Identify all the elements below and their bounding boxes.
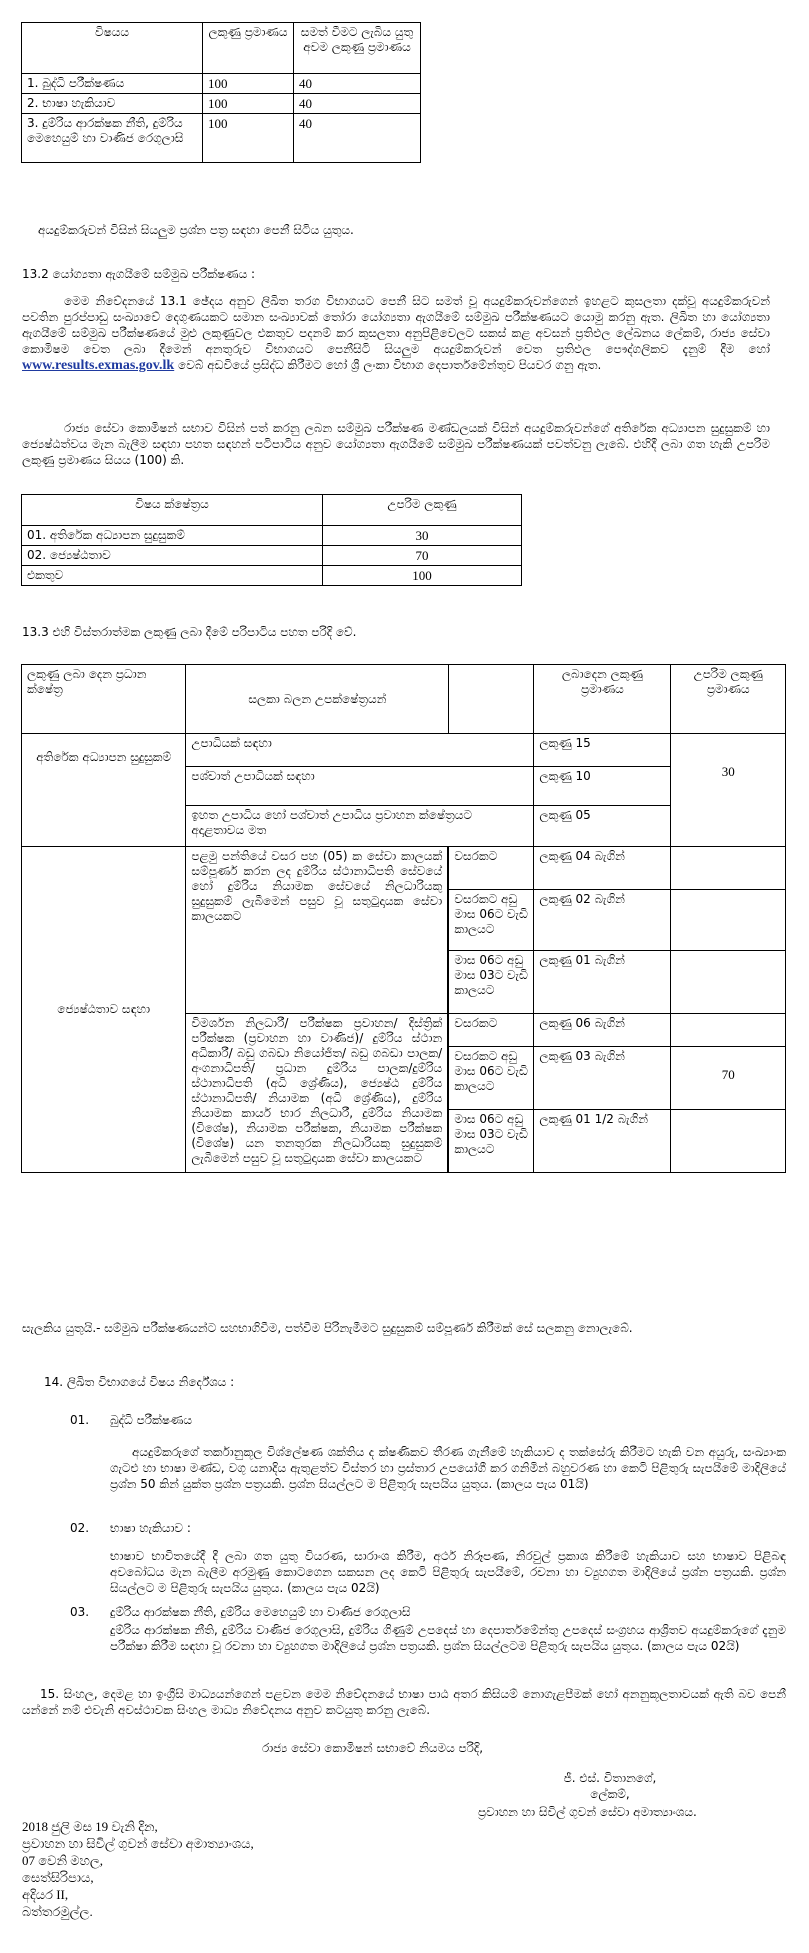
table-header-row <box>22 665 786 734</box>
paragraph-text: වෙබ් අඩවියේ ප්‍රසිද්ධ කිරීමට හෝ ශ්‍රී ලංකා විභාග දෙපාර්තමේන්තුව පියවර ගනු ඇත. <box>178 358 602 372</box>
marks-cell: ලකුණු 01 1/2 බැගින් <box>534 1110 671 1173</box>
syllabus-item-title: භාෂා හැකියාව : <box>110 1521 191 1535</box>
syllabus-item-title: බුද්ධි පරීක්ෂණය <box>110 1413 192 1427</box>
table-row <box>22 847 786 890</box>
max-marks-cell <box>671 1110 786 1173</box>
table-cell: ඉහත උපාධිය හෝ පශ්චාත් උපාධිය ප්‍රවාහන ක්ෂේත්‍රයට අදාළතාවය මත <box>186 806 534 847</box>
table-header-cell: විෂයය <box>22 23 203 74</box>
syllabus-item-number: 03. <box>70 1605 90 1619</box>
table-cell: උපාධියක් සඳහා <box>186 734 534 767</box>
table-header-cell <box>449 665 534 734</box>
table-header-cell: උපරිම ලකුණු ප්‍රමාණය <box>671 665 786 734</box>
table-cell: 1. බුද්ධි පරීක්ෂණය <box>22 74 203 94</box>
max-marks-cell: 70 <box>671 1047 786 1110</box>
marks-cell: ලකුණු 03 බැගින් <box>534 1047 671 1110</box>
table-row <box>22 74 421 94</box>
table-cell: 3. දුම්රිය ආරක්ෂක නීති, දුම්රිය මෙහෙයුම් හා වාණිජ රෙගුලාසි <box>22 114 203 163</box>
area-cell: අතිරේක අධ්‍යාපන සුදුසුකම් <box>22 734 186 847</box>
table-row <box>22 114 421 163</box>
section-13-2-paragraph-2: රාජ්‍ය සේවා කොමිෂන් සභාව විසින් පත් කරනු ලබන සම්මුඛ පරීක්ෂණ මණ්ඩලයක් විසින් අයදුම්කරුවන්ගේ අතිරේක අධ්‍යාපන සුදුසුකම් හා ජ්‍යෙෂ්ඨත්වය මැන බැලීම සඳහා පහත සඳහන් පටිපාටිය අනුව යෝග්‍යතා ඇගයීමේ සම්මුඛ පරීක්ෂණයක් පවත්වනු ලැබේ. එහිදී ලබා ගත හැකි උපරිම ලකුණු ප්‍රමාණය සියය (100) කි. <box>22 421 770 467</box>
table-cell: 100 <box>203 74 294 94</box>
table-cell: 02. ජ්‍යෙෂ්ඨතාව <box>22 546 323 566</box>
max-marks-cell <box>671 1014 786 1047</box>
max-marks-cell: 30 <box>671 734 786 847</box>
footer-line: ප්‍රවාහන හා සිවිල් ගුවන් සේවා අමාත්‍යාංශය, <box>22 1836 254 1851</box>
period-cell: වසරකට අඩු මාස 06ට වැඩි කාලයට <box>449 1047 534 1110</box>
period-cell: වසරකට <box>449 1014 534 1047</box>
criteria-cell: විමර්ශන නිලධාරී/ පරීක්ෂක ප්‍රවාහන/ දිස්ත්‍රික් පරීක්ෂක (ප්‍රවාහන හා වාණිජ)/ දුම්රිය ස්ථාන අධිකාරී/ බඩු ගබඩා නියෝජිත/ බඩු ගබඩා පාලක/ අංගනාධිපති/ ප්‍රධාන දුම්රිය පාලක/දුම්රිය ස්ථානාධිපති (අධි ශ්‍රේණිය), ජ්‍යෙෂ්ඨ දුම්රිය ස්ථානාධිපති/ නියාමක (අධි ශ්‍රේණිය), දුම්රිය නියාමක කාර්ය භාර නිලධාරී, දුම්රිය නියාමක (විශේෂ), නියාමක පරීක්ෂක, නියාමක පරීක්ෂක (විශේෂ) යන තනතුරක නිලධාරියකු සුදුසුකම් ලැබීමෙන් පසුව වූ සතුටුදායක සේවා කාලයකට <box>186 1014 448 1173</box>
table-header-cell: ලබාදෙන ලකුණු ප්‍රමාණය <box>534 665 671 734</box>
footer-date: 2018 ජුලි මස 19 වැනි දින, <box>22 1819 158 1834</box>
footer-line: සෙත්සිරිපාය, <box>22 1870 94 1885</box>
max-marks-cell <box>671 951 786 1014</box>
max-marks-cell <box>671 890 786 951</box>
table-cell: 100 <box>203 114 294 163</box>
detailed-marks-table <box>21 664 786 1173</box>
table-header-cell: ලකුණු ප්‍රමාණය <box>203 23 294 74</box>
results-website-link[interactable]: www.results.exmas.gov.lk <box>22 358 175 373</box>
syllabus-item-number: 02. <box>70 1521 90 1535</box>
syllabus-item-number: 01. <box>70 1413 90 1427</box>
signature-block <box>490 1770 730 1802</box>
marks-cell: ලකුණු 02 බැගින් <box>534 890 671 951</box>
marks-cell: ලකුණු 04 බැගින් <box>534 847 671 890</box>
period-cell: මාස 06ට අඩු මාස 03ට වැඩි කාලයට <box>449 951 534 1014</box>
section-13-3-heading: 13.3 එහි විස්තරාත්මක ලකුණු ලබා දීමේ පරිපාටිය පහත පරිදි වේ. <box>22 625 357 639</box>
table-row <box>22 94 421 114</box>
table-cell: 100 <box>203 94 294 114</box>
syllabus-item-title: දුම්රිය ආරක්ෂක නීති, දුම්රිය මෙහෙයුම් හා වාණිජ රෙගුලාසි <box>110 1605 411 1619</box>
table-cell: 40 <box>294 94 421 114</box>
section-13-2-heading: 13.2 යෝග්‍යතා ඇගයීමේ සම්මුඛ පරීක්ෂණය : <box>22 267 256 281</box>
syllabus-item-body: දුම්රිය ආරක්ෂක නීති, දුම්රිය වාණිජ රෙගුලාසි, දුම්රිය ගිණුම් උපදෙස් හා දෙපාර්තමේන්තු උපදෙස් සංග්‍රහය ආශ්‍රිතව අයදුම්කරුගේ දැනුම පරීක්ෂා කිරීම සඳහා වූ රචනා හා ව්‍යුහගත මාදිලියේ ප්‍රශ්න පත්‍රයකි. ප්‍රශ්න සියල්ලටම පිළිතුරු සැපයිය යුතුය. (කාලය පැය 02යි) <box>110 1623 786 1653</box>
commission-order-line: රාජ්‍ය සේවා කොමිෂන් සභාවේ නියමය පරිදි, <box>262 1741 484 1755</box>
period-cell: වසරකට අඩු මාස 06ට වැඩි කාලයට <box>449 890 534 951</box>
section-15-paragraph: 15. සිංහල, දෙමළ හා ඉංග්‍රීසි මාධ්‍යයන්ගෙන් පළවන මෙම නිවේදනයේ භාෂා පාඨ අතර කිසියම් නොගැළපීමක් හෝ අනනුකූලතාවයක් ඇති බව පෙනී යන්නේ නම් එවැනි අවස්ථාවක සිංහල මාධ්‍ය නිවේදනය අනුව කටයුතු කරනු ලැබේ. <box>22 1687 786 1717</box>
table-cell: ලකුණු 10 <box>534 767 671 806</box>
table-row <box>22 566 522 586</box>
footer-address <box>22 1818 254 1920</box>
table-row <box>22 734 786 767</box>
syllabus-item-body: භාෂාව භාවිතයේදී දී ලබා ගත යුතු වියරණ, සාරාංශ කිරීම, අර්ථ නිරූපණ, නිරවුල් ප්‍රකාශ කිරීමේ හැකියාව සහ භාෂාව පිළිබඳ අවබෝධය මැන බැලීම අරමුණු කොටගෙන සකසන ලද කෙටි පිළිතුරු සැපයීමේ, රචනා හා ව්‍යුහගත මාදිලියේ ප්‍රශ්න පත්‍රයකි. ප්‍රශ්න සියල්ලට ම පිළිතුරු සැපයිය යුතුය. (කාලය පැය 02යි) <box>110 1549 786 1595</box>
marks-cell: ලකුණු 01 බැගින් <box>534 951 671 1014</box>
max-marks-cell <box>671 847 786 890</box>
table-cell: පශ්චාත් උපාධියක් සඳහා <box>186 767 534 806</box>
subjects-marks-table <box>21 22 421 163</box>
section-13-2-paragraph-1 <box>22 293 770 374</box>
table-header-row <box>22 23 421 74</box>
table-header-cell: ලකුණු ලබා දෙන ප්‍රධාන ක්ෂේත්‍ර <box>22 665 186 734</box>
marks-cell: ලකුණු 06 බැගින් <box>534 1014 671 1047</box>
syllabus-item-body: අයදුම්කරුගේ තර්කානුකූල විශ්ලේෂණ ශක්තිය ද ක්ෂණිකව තීරණ ගැනීමේ හැකියාව ද තක්සේරු කිරීමට හැකි වන අයුරු, සංඛ්‍යාංක ගැටළු හා භාෂා මණ්ඩ, වගු යනාදිය ඇතුළත්ව විස්තර හා ප්‍රස්තාර උපයෝගී කර ගනිමින් බහුවරණ හා කෙටි පිළිතුරු සැපයීමේ මාදිලියේ ප්‍රශ්න 50 කින් යුක්ත ප්‍රශ්න පත්‍රයකි. ප්‍රශ්න සියල්ලට ම පිළිතුරු සැපයිය යුතුය. (කාලය පැය 01යි) <box>110 1445 786 1491</box>
table-cell: 30 <box>323 526 522 546</box>
table-cell: 70 <box>323 546 522 566</box>
table-row <box>22 546 522 566</box>
paragraph-text: මෙම නිවේදනයේ 13.1 ඡේදය අනුව ලිඛිත තරග විභාගයට පෙනී සිට සමත් වූ අයදුම්කරුවන්ගෙන් ඉහළට කුසලතා දක්වූ අයදුම්කරුවන් පවතින පුරප්පාඩු සංඛ්‍යාවේ දෙගුණයකට සමාන සංඛ්‍යාවක් තෝරා යෝග්‍යතා ඇගයීමේ සම්මුඛ පරීක්ෂණයට යොමු කරනු ඇත. ලිඛිත හා යෝග්‍යතා ඇගයීමේ සම්මුඛ පරීක්ෂණයේ මුළු ලකුණුවල එකතුව පදනම් කර කුසලතා අනුපිළිවෙලට සකස් කළ අවසන් ප්‍රතිඵල ලේඛනය ලේකම්, රාජ්‍ය සේවා කොමිෂම වෙත ලබා දීමෙන් අනතුරුව විභාගයට පෙනීසිටි සියලුම අයදුම්කරුවන් වෙත ප්‍රතිඵල පෞද්ගලිකව දැනුම් දීම හෝ <box>22 294 770 356</box>
table-row <box>22 526 522 546</box>
footer-line: බත්තරමුල්ල. <box>22 1904 93 1919</box>
table-header-row <box>22 495 522 526</box>
criteria-cell: පළමු පන්තියේ වසර පහ (05) ක සේවා කාලයක් සම්පූර්ණ කරන ලද දුම්රිය ස්ථානාධිපති සේවයේ හෝ දුම්රිය නියාමක සේවයේ නිලධාරියකු සුදුසුකම් ලැබීමෙන් පසුව වූ සතුටුදායක සේවා කාලයකට <box>186 847 448 1014</box>
period-cell: වසරකට <box>449 847 534 890</box>
table-cell: 40 <box>294 114 421 163</box>
table-header-cell: උපරිම ලකුණු <box>323 495 522 526</box>
area-cell: ජ්‍යෙෂ්ඨතාව සඳහා <box>22 847 186 1173</box>
table-cell: 2. භාෂා හැකියාව <box>22 94 203 114</box>
table-cell: 01. අතිරේක අධ්‍යාපන සුදුසුකම් <box>22 526 323 546</box>
interview-marks-table <box>21 494 522 586</box>
footer-line: අදියර II, <box>22 1887 69 1902</box>
consideration-note: සැලකිය යුතුයි.- සම්මුඛ පරීක්ෂණයන්ට සහභාගිවීම, පත්වීම පිරිනැමීමට සුදුසුකම් සම්පූර්ණ කිරීමක් සේ සලකනු නොලැබේ. <box>22 1321 633 1335</box>
all-papers-note: අයදුම්කරුවන් විසින් සියලුම ප්‍රශ්න පත්‍ර සඳහා පෙනී සිටිය යුතුය. <box>38 223 354 237</box>
table-header-cell: විෂය ක්ෂේත්‍රය <box>22 495 323 526</box>
signatory-ministry: ප්‍රවාහන හා සිවිල් ගුවන් සේවා අමාත්‍යාංශය. <box>478 1805 697 1819</box>
table-cell: ලකුණු 15 <box>534 734 671 767</box>
table-header-cell: සලකා බලන උපක්ෂේත්‍රයන් <box>186 665 449 734</box>
signatory-name: ජී. එස්. විතානගේ, <box>563 1771 657 1785</box>
table-cell: 40 <box>294 74 421 94</box>
table-cell: 100 <box>323 566 522 586</box>
table-cell: ලකුණු 05 <box>534 806 671 847</box>
table-header-cell: සමත් වීමට ලැබිය යුතු අවම ලකුණු ප්‍රමාණය <box>294 23 421 74</box>
section-14-heading: 14. ලිඛිත විභාගයේ විෂය නිර්දේශය : <box>44 1375 235 1389</box>
signatory-title: ලේකම්, <box>590 1787 630 1801</box>
period-cell: මාස 06ට අඩු මාස 03ට වැඩි කාලයට <box>449 1110 534 1173</box>
footer-line: 07 වෙනි මහල, <box>22 1853 104 1868</box>
table-cell: එකතුව <box>22 566 323 586</box>
